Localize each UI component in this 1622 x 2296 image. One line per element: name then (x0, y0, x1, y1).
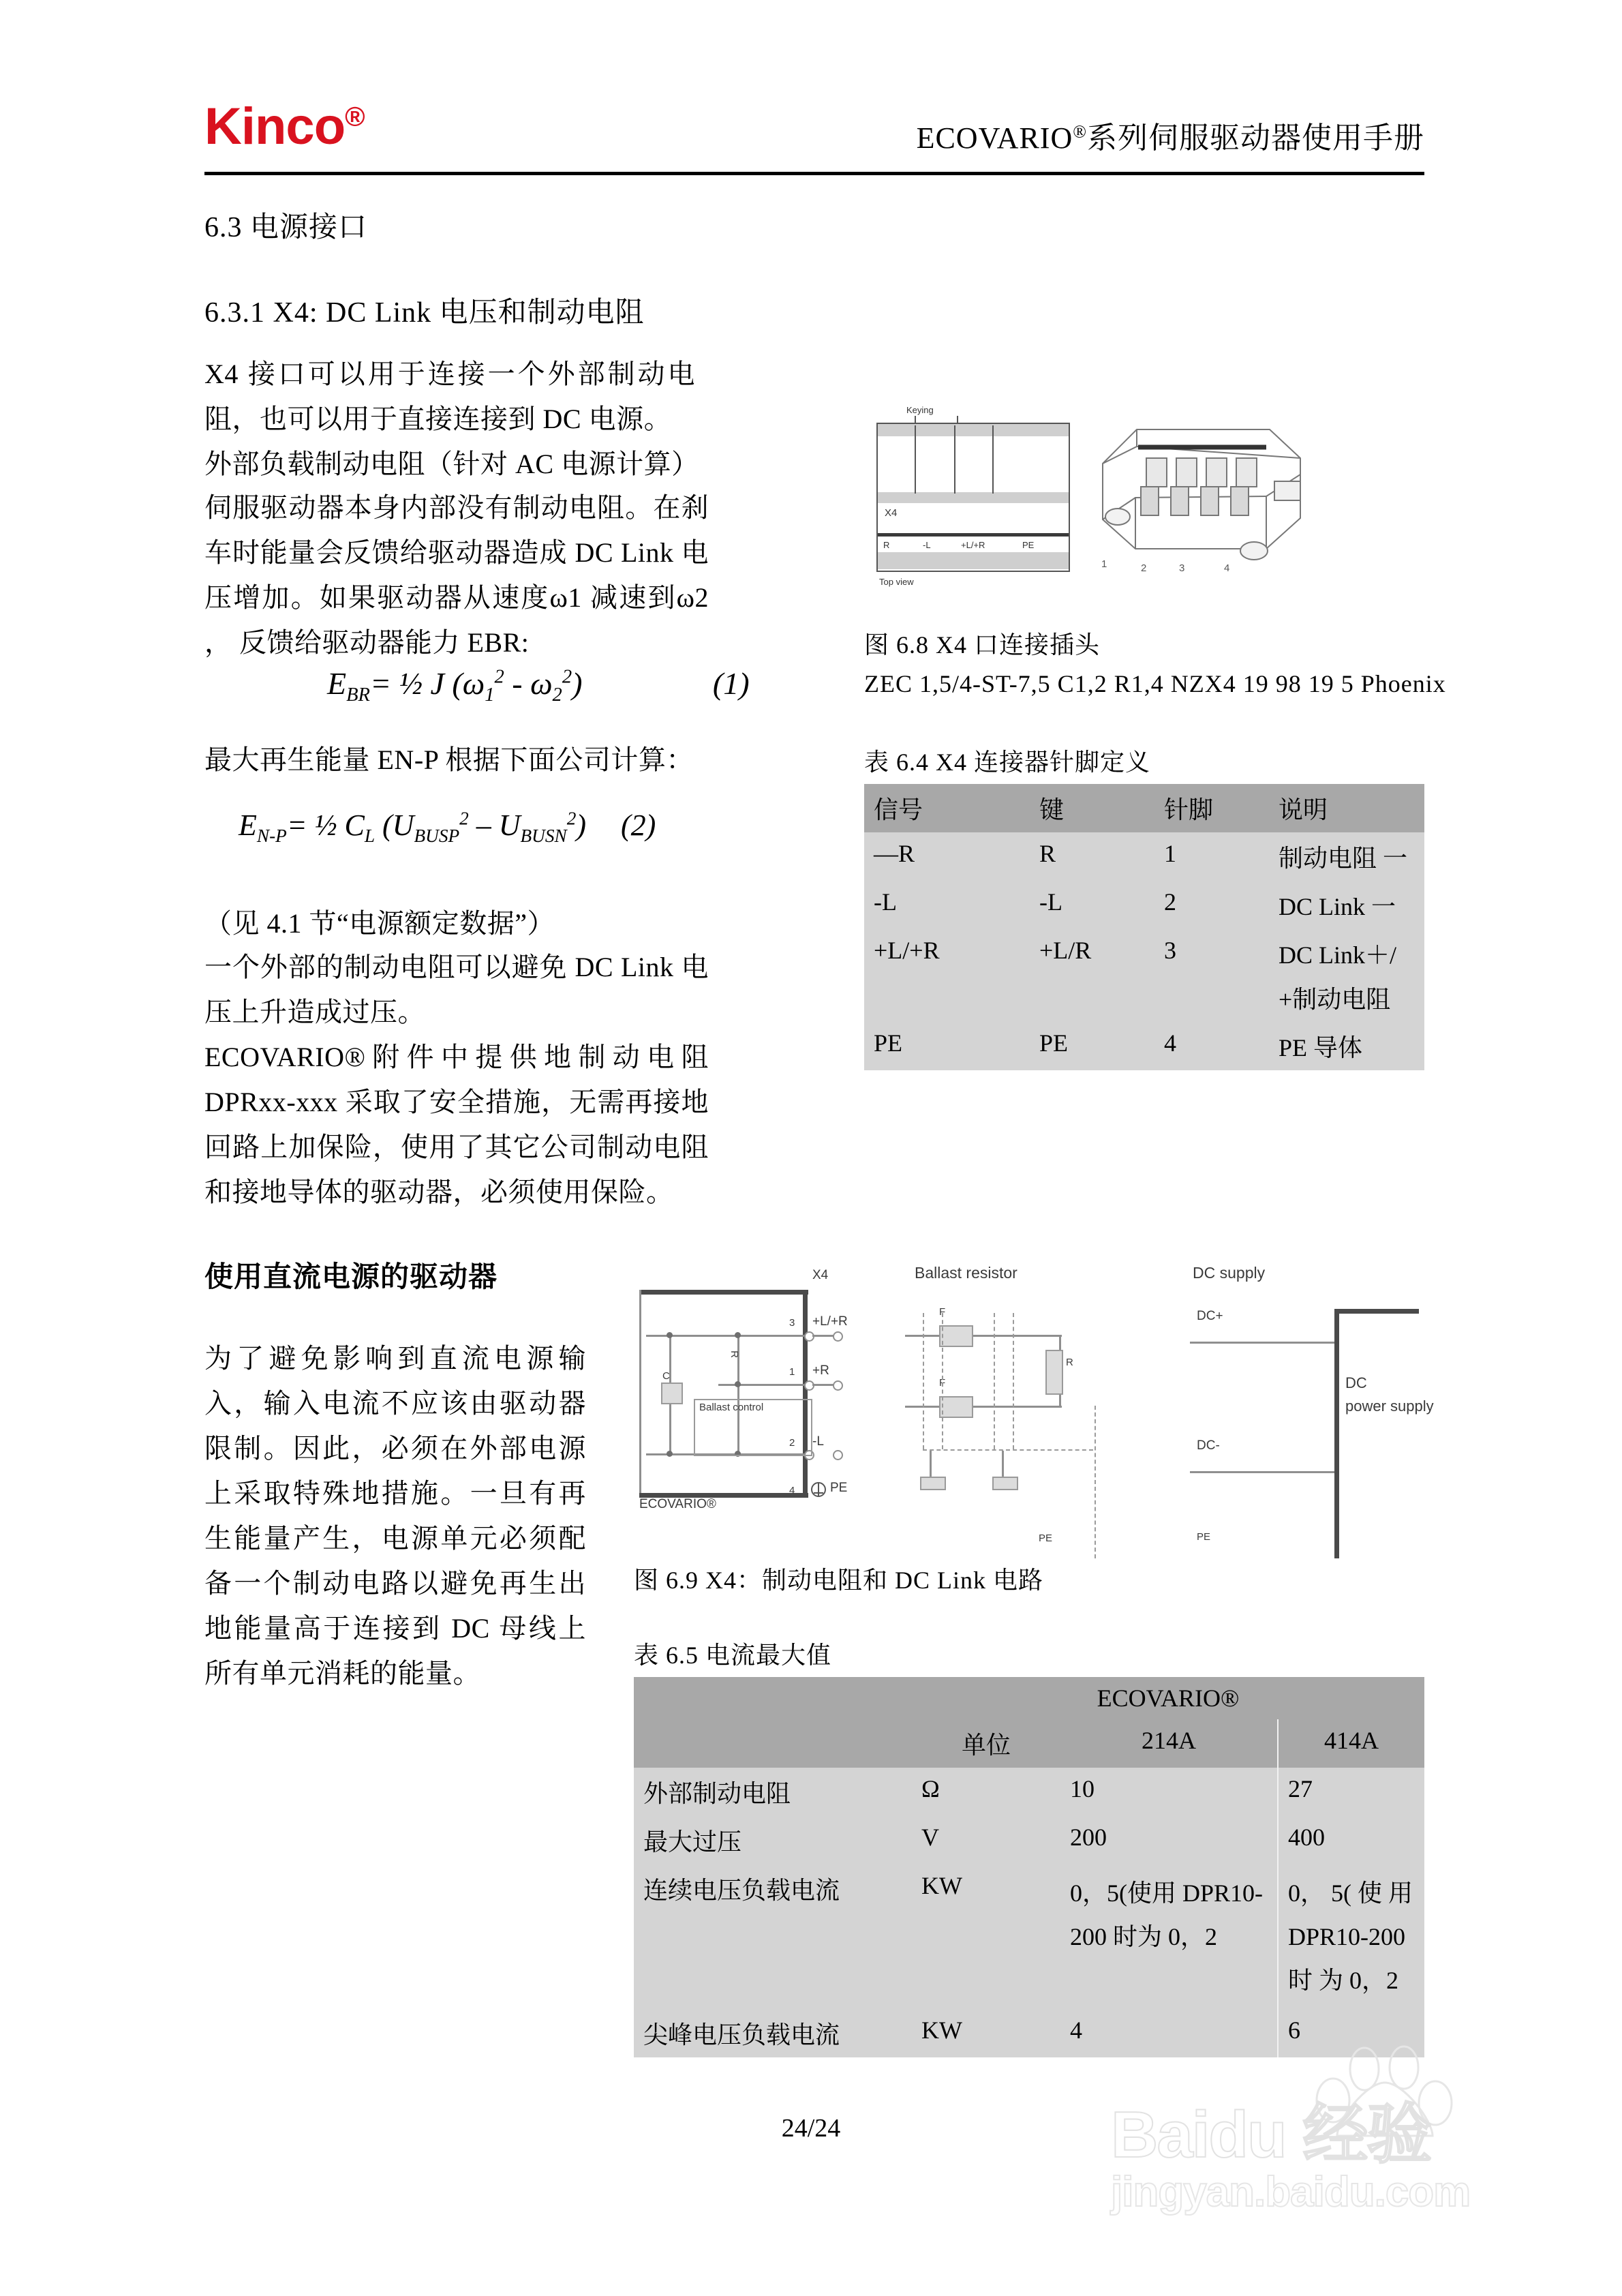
fuse-fb2-label: F (939, 1377, 946, 1389)
connector-slot-3 (992, 425, 994, 494)
table-6-4-r2-signal: +L/+R (864, 929, 1030, 1022)
table-6-4-r2-key: +L/R (1030, 929, 1154, 1022)
table-6-4-caption: 表 6.4 X4 连接器针脚定义 (864, 749, 1150, 776)
para-line-4: 最大再生能量 EN-P 根据下面公司计算： (204, 744, 694, 775)
connector-top-view (876, 423, 1070, 572)
formula-2-sub2: BUSN (520, 825, 567, 846)
resistor-rb (1045, 1350, 1063, 1395)
connector-slot-1 (915, 425, 916, 494)
fig69-pe-right-label: PE (1197, 1531, 1211, 1543)
baidu-watermark-sub: jingyan.baidu.com (1111, 2169, 1471, 2216)
shield-dash-1 (923, 1313, 924, 1449)
table-6-5-r1-unit: V (912, 1816, 1060, 1864)
resistor-rb-label: R (1066, 1357, 1073, 1368)
table-6-4-r2-desc: DC Link＋/ (1279, 941, 1397, 969)
ballast-resistor-inline-label: R (728, 1350, 740, 1358)
heading-6-3-1: 6.3.1 X4: DC Link 电压和制动电阻 (204, 297, 645, 329)
table-row (634, 2009, 1424, 2057)
table-6-4-r0-pin: 1 (1154, 832, 1269, 881)
dc-plus-label: DC+ (1197, 1309, 1223, 1323)
connector-pin-label-plus-l-plus-r: +L/+R (961, 540, 985, 550)
fig69-pin3-number: 3 (789, 1317, 795, 1329)
heading-6-3: 6.3 电源接口 (204, 212, 368, 243)
baidu-watermark (1111, 2035, 1547, 2260)
manual-title-rest: 系列伺服驱动器使用手册 (1087, 121, 1424, 155)
connector-band-mid (878, 492, 1069, 503)
svg-text:4: 4 (1224, 562, 1230, 573)
table-6-5-group-header: ECOVARIO® (912, 1677, 1424, 1719)
fig69-pin4-name: PE (830, 1481, 848, 1495)
table-6-5-r2-214a: 0，5(使用 DPR10-200 时为 0，2 (1060, 1864, 1278, 2009)
table-6-5-subheader-row (634, 1719, 1424, 1768)
paragraph-dc-supply-notes (204, 1336, 586, 1696)
fig69-pin2-name: -L (812, 1434, 824, 1449)
paragraph-x4-intro (204, 352, 695, 442)
kinco-logo-registered-icon: ® (345, 102, 365, 132)
table-6-4-r3-signal: PE (864, 1022, 1030, 1070)
dc-supply-top-edge (1334, 1309, 1419, 1314)
formula-1-sub1: 1 (485, 684, 495, 706)
table-6-4-th-key: 键 (1030, 784, 1154, 832)
page-header (204, 89, 1424, 170)
kinco-logo (204, 97, 365, 155)
table-6-4-r2-pin: 3 (1154, 929, 1269, 1022)
connector-x4-label: X4 (885, 507, 898, 519)
table-6-4-r3-pin: 4 (1154, 1022, 1269, 1070)
table-6-5-r0-unit: Ω (912, 1768, 1060, 1816)
ballast-node-top (735, 1332, 741, 1338)
table-6-5-r3-unit: KW (912, 2009, 1060, 2057)
table-6-5-caption: 表 6.5 电流最大值 (634, 1642, 832, 1669)
connector-3d-icon (1096, 416, 1321, 573)
ballast-resistor-title: Ballast resistor (915, 1264, 1017, 1282)
table-6-5-r3-name: 尖峰电压负载电流 (634, 2009, 912, 2057)
table-6-4-th-signal: 信号 (864, 784, 1030, 832)
formula-1-close: ) (572, 666, 583, 701)
dc-plus-wire (1190, 1342, 1337, 1344)
table-6-5-r1-414a: 400 (1278, 1816, 1424, 1864)
fig69-device-label: ECOVARIO® (639, 1497, 716, 1511)
fuse-fb1-label: F (939, 1306, 946, 1318)
table-6-5-group-header-row (634, 1677, 1424, 1719)
fig69-pin3-name: +L/+R (812, 1314, 848, 1329)
formula-1-sup1: 2 (494, 666, 504, 688)
table-6-4 (864, 784, 1424, 1070)
dc-supply-bus (1334, 1309, 1339, 1558)
table-row (864, 832, 1424, 881)
manual-title-brand: ECOVARIO (916, 121, 1073, 155)
formula-2-sup2: 2 (566, 808, 577, 829)
table-6-5-r2-unit: KW (912, 1864, 1060, 2009)
table-6-5-sub-214a: 214A (1060, 1719, 1278, 1768)
table-row (634, 1816, 1424, 1864)
table-6-5-r3-214a: 4 (1060, 2009, 1278, 2057)
connector-dark-rule (878, 533, 1069, 537)
x4-connector-bar (803, 1290, 808, 1494)
table-6-4-r1-desc: DC Link 一 (1269, 881, 1424, 929)
table-6-4-r0-desc: 制动电阻 一 (1269, 832, 1424, 881)
table-6-4-th-pin: 针脚 (1154, 784, 1269, 832)
dc-minus-label: DC- (1197, 1438, 1220, 1453)
paragraph-external-resistor-avoids-overvoltage (204, 945, 709, 1035)
fuse-fb2 (939, 1396, 973, 1418)
shield-dash-4 (1013, 1313, 1014, 1449)
header-divider (204, 172, 1424, 175)
para-line-3: 伺服驱动器本身内部没有制动电阻。在刹车时能量会反馈给驱动器造成 DC Link 电压增加。如果驱动器从速度ω1 减速到ω2 ， 反馈给驱动器能力 EBR: (204, 492, 709, 658)
pin3-plug (833, 1331, 843, 1342)
ballast-wire-top (905, 1335, 1062, 1337)
page-number: 24/24 (781, 2114, 841, 2143)
paragraph-dpr-safety (204, 1035, 709, 1215)
formula-1-lhs: E (327, 666, 347, 701)
formula-2-sub1: BUSP (414, 825, 460, 846)
connector-band-bottom (878, 552, 1069, 569)
formula-enp (239, 808, 656, 847)
table-6-4-r2-desc-2: +制动电阻 (1279, 986, 1391, 1013)
table-row (634, 1768, 1424, 1816)
table-6-5-r3-414a: 6 (1278, 2009, 1424, 2057)
table-6-4-r3-desc: PE 导体 (1269, 1022, 1424, 1070)
para-line-2: 外部负载制动电阻（针对 AC 电源计算） (204, 449, 699, 479)
table-6-4-header-row (864, 784, 1424, 832)
formula-1-sub2: 2 (552, 684, 562, 706)
paragraph-no-internal-resistor (204, 485, 709, 665)
formula-1-body: = ½ J (ω (369, 666, 485, 701)
table-6-4-r1-key: -L (1030, 881, 1154, 929)
table-6-5 (634, 1677, 1424, 2057)
connector-pin-label-r: R (883, 540, 890, 550)
formula-2-sup1: 2 (459, 808, 469, 829)
figure-6-9-circuit (634, 1254, 1434, 1544)
table-row (864, 1022, 1424, 1070)
figure-6-9-caption: 图 6.9 X4：制动电阻和 DC Link 电路 (634, 1567, 1044, 1594)
formula-1-sup2: 2 (562, 666, 572, 688)
dc-minus-wire (1190, 1471, 1337, 1473)
fig69-x4-label: X4 (812, 1268, 829, 1282)
ballast-node-mid (735, 1381, 741, 1387)
table-6-5-r1-214a: 200 (1060, 1816, 1278, 1864)
table-row (634, 1864, 1424, 2009)
connector-band-top (878, 424, 1069, 436)
formula-2-close: ) (576, 809, 586, 842)
table-6-5-sub-414a: 414A (1278, 1719, 1424, 1768)
dc-power-supply-label-line1: DC (1345, 1374, 1367, 1391)
wire-pin3-out (812, 1335, 834, 1337)
formula-2-sub-c: L (364, 825, 376, 846)
capacitor-label: C (662, 1370, 670, 1382)
formula-2-number: (2) (621, 809, 656, 842)
baidu-watermark-main: Baidu 经验 (1111, 2098, 1431, 2171)
kinco-logo-text: Kinco (204, 97, 346, 155)
table-6-5-sub-unit: 单位 (912, 1719, 1060, 1768)
table-6-5-r2-name: 连续电压负载电流 (634, 1864, 912, 2009)
table-6-4-r1-pin: 2 (1154, 881, 1269, 929)
drive-left-edge (639, 1290, 641, 1493)
table-6-4-r0-signal: —R (864, 832, 1030, 881)
para-line-8: 为了避免影响到直流电源输入，输入电流不应该由驱动器限制。因此，必须在外部电源上采取特殊地措施。一旦有再生能量产生，电源单元必须配备一个制动电路以避免再生出地能量高于连接到 DC 母线上所有单元消耗的能量。 (204, 1343, 586, 1689)
keying-label: Keying (906, 405, 934, 415)
formula-1-number: (1) (712, 666, 750, 701)
para-line-7: ECOVARIO®附件中提供地制动电阻 DPRxx-xxx 采取了安全措施，无需再接地回路上加保险，使用了其它公司制动电阻和接地导体的驱动器，必须使用保险。 (204, 1042, 709, 1207)
table-6-4-r1-signal: -L (864, 881, 1030, 929)
formula-2-body: = ½ C (286, 809, 365, 842)
connector-slot-2 (954, 425, 955, 494)
ballast-control-label: Ballast control (699, 1402, 764, 1413)
drive-top-bus (639, 1290, 808, 1295)
pe-dash-left (1095, 1406, 1096, 1558)
ballast-wire-bottom (905, 1406, 1062, 1408)
formula-2-lhs: E (239, 809, 257, 842)
para-line-1: X4 接口可以用于连接一个外部制动电阻，也可以用于直接连接到 DC 电源。 (204, 359, 695, 434)
formula-2-mid: – U (468, 809, 521, 842)
formula-ebr (327, 665, 750, 706)
shield-gnd-plate-2 (992, 1477, 1018, 1490)
top-view-label: Top view (879, 577, 914, 587)
fig69-pin2-number: 2 (789, 1437, 795, 1449)
formula-1-mid: - ω (504, 666, 553, 701)
formula-2-lhs-sub: N-P (256, 825, 287, 846)
table-6-5-r1-name: 最大过压 (634, 1816, 912, 1864)
dc-power-supply-label-line2: power supply (1345, 1398, 1434, 1415)
figure-6-8-caption: 图 6.8 X4 口连接插头 (864, 631, 1100, 659)
pin2-plug (833, 1450, 843, 1460)
shield-gnd-wire-2 (1002, 1451, 1004, 1477)
fig69-pin1-number: 1 (789, 1366, 795, 1378)
dc-supply-title: DC supply (1193, 1264, 1266, 1282)
connector-3d-view (1096, 416, 1321, 573)
para-line-6: 一个外部的制动电阻可以避免 DC Link 电压上升造成过压。 (204, 952, 709, 1027)
paragraph-max-regen (204, 738, 709, 783)
table-6-5-r2-414a: 0， 5( 使 用 DPR10-200 时 为 0，2 (1278, 1864, 1424, 2009)
table-6-4-r0-key: R (1030, 832, 1154, 881)
fig69-pin1-name: +R (812, 1363, 829, 1378)
shield-gnd-wire-1 (930, 1451, 932, 1477)
table-6-4-th-desc: 说明 (1269, 784, 1424, 832)
wire-pin1 (718, 1384, 807, 1386)
cap-node-top (667, 1332, 673, 1338)
table-row (864, 929, 1424, 1022)
shield-dash-bottom (923, 1449, 1093, 1451)
shield-dash-3 (994, 1313, 995, 1449)
table-6-4-r3-key: PE (1030, 1022, 1154, 1070)
shield-dash-2 (942, 1313, 943, 1449)
table-6-5-r0-name: 外部制动电阻 (634, 1768, 912, 1816)
heading-dc-power-drives: 使用直流电源的驱动器 (204, 1262, 498, 1293)
paragraph-external-load (204, 442, 699, 487)
formula-1-lhs-sub: BR (346, 684, 370, 706)
table-6-5-r0-214a: 10 (1060, 1768, 1278, 1816)
connector-pin-label-minus-l: -L (923, 540, 931, 550)
para-line-5: （见 4.1 节“电源额定数据”） (204, 908, 555, 939)
figure-6-8-x4-connector (864, 389, 1409, 607)
table-6-5-group-blank (634, 1677, 912, 1719)
fig69-pe-left-label: PE (1039, 1532, 1053, 1544)
figure-6-8-partnumber: ZEC 1,5/4-ST-7,5 C1,2 R1,4 NZX4 19 98 19 5 Phoenix (864, 670, 1446, 697)
pin1-plug (833, 1380, 843, 1391)
manual-title (917, 113, 1424, 157)
fig69-pin4-number: 4 (789, 1485, 795, 1496)
table-6-5-sub-blank (634, 1719, 912, 1768)
paragraph-see-section-4-1 (204, 901, 709, 946)
fuse-fb1 (939, 1325, 973, 1347)
table-row (864, 881, 1424, 929)
svg-text:3: 3 (1179, 562, 1185, 573)
pe-ground-icon (810, 1481, 827, 1498)
shield-gnd-plate-1 (920, 1477, 946, 1490)
table-6-4-r2-desc-cell (1269, 929, 1424, 1022)
formula-2-open: (U (375, 809, 414, 842)
capacitor-symbol (661, 1383, 683, 1404)
connector-pin-label-pe: PE (1022, 540, 1035, 550)
cap-node-bottom (667, 1451, 673, 1457)
svg-text:2: 2 (1141, 562, 1147, 573)
svg-text:1: 1 (1101, 558, 1107, 570)
manual-title-registered-icon: ® (1073, 121, 1087, 142)
wire-pin1-out (812, 1384, 834, 1386)
table-6-5-r0-414a: 27 (1278, 1768, 1424, 1816)
